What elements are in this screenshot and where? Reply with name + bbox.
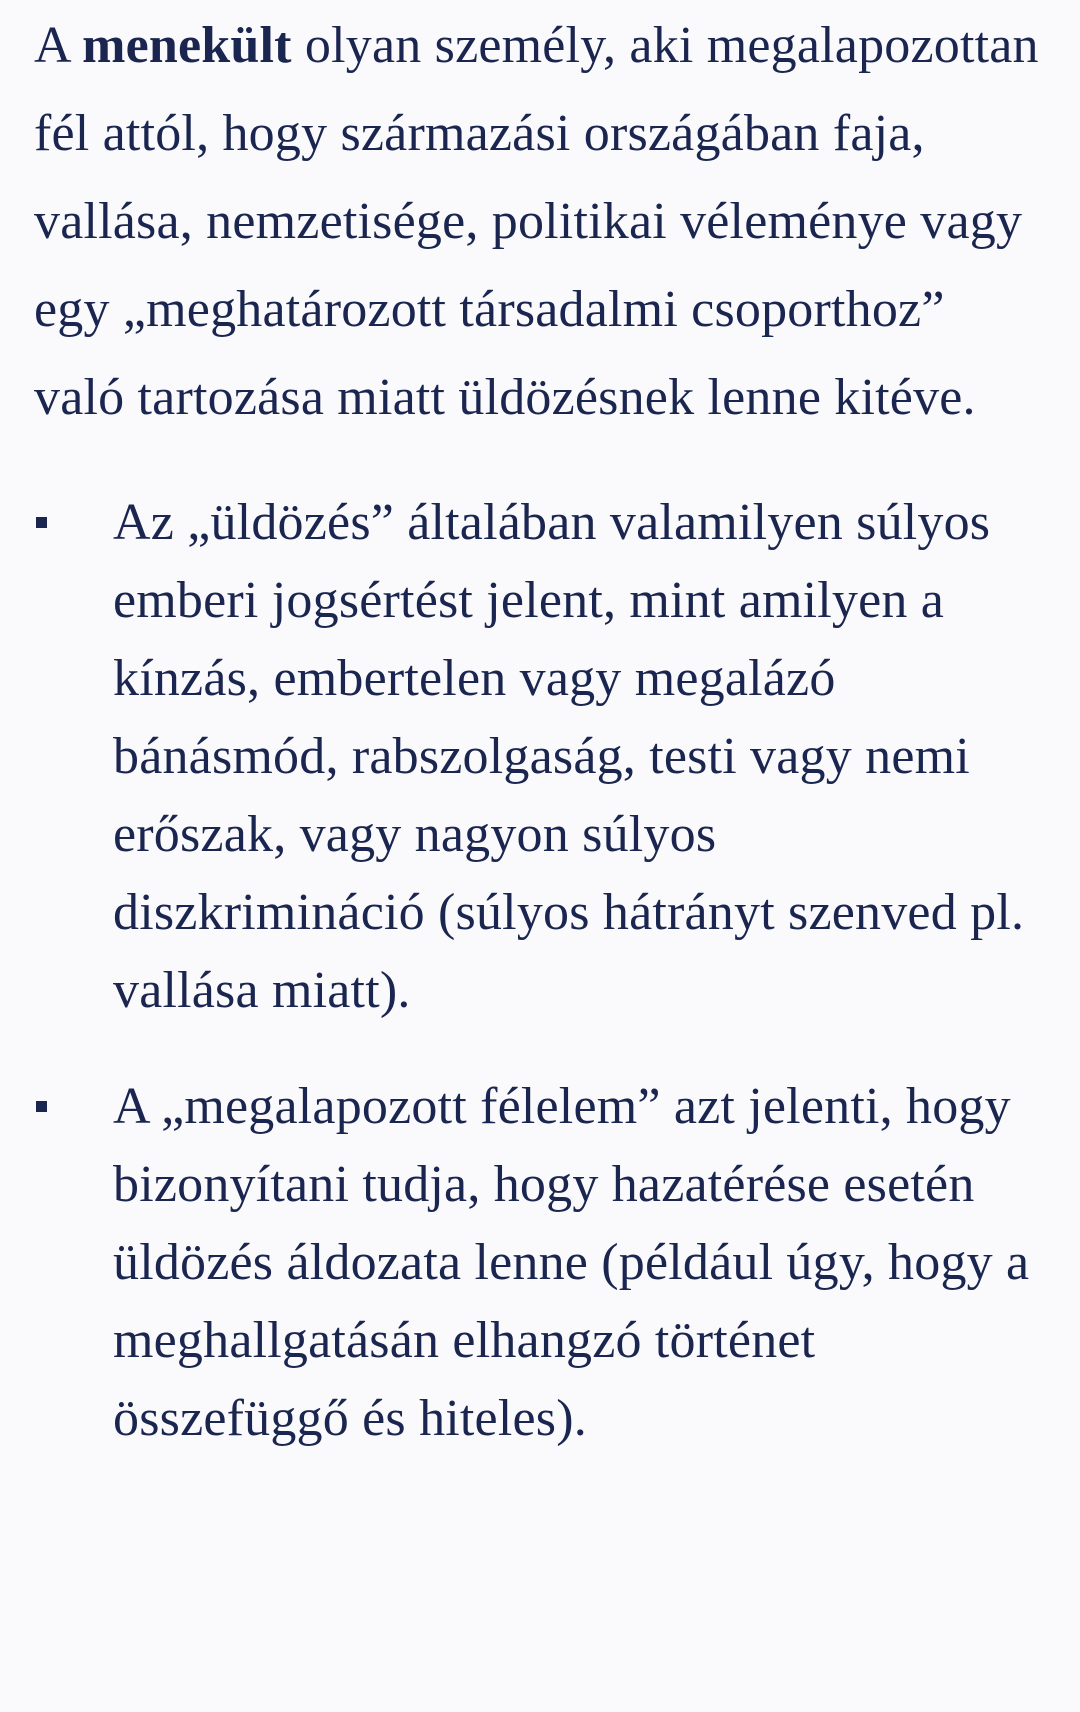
- square-bullet-icon: [36, 1101, 47, 1112]
- intro-prefix: A: [34, 17, 83, 74]
- definition-text: olyan személy, aki megalapozottan fél attól, hogy származási országában faja, vallása, nemzetisége, politikai véleménye vagy egy „meghatározott társadalmi csoporthoz” való tartozása miatt üldözésnek lenne kitéve.: [34, 17, 1039, 426]
- square-bullet-icon: [36, 517, 47, 528]
- list-item-text: A „megalapozott félelem” azt jelenti, hogy bizonyítani tudja, hogy hazatérése esetén üldözés áldozata lenne (például úgy, hogy a meghallgatásán elhangzó történet összefüggő és hiteles).: [113, 1078, 1030, 1447]
- list-item-persecution: [34, 484, 1040, 1030]
- list-item-well-founded-fear: [34, 1068, 1040, 1458]
- list-item-text: Az „üldözés” általában valamilyen súlyos emberi jogsértést jelent, mint amilyen a kínzás, embertelen vagy megalázó bánásmód, rabszolgaság, testi vagy nemi erőszak, vagy nagyon súlyos diszkrimináció (súlyos hátrányt szenved pl. vallása miatt).: [113, 494, 1025, 1019]
- defined-term: menekült: [82, 17, 292, 74]
- bullet-list: [34, 484, 1040, 1458]
- definition-paragraph: [34, 0, 1040, 442]
